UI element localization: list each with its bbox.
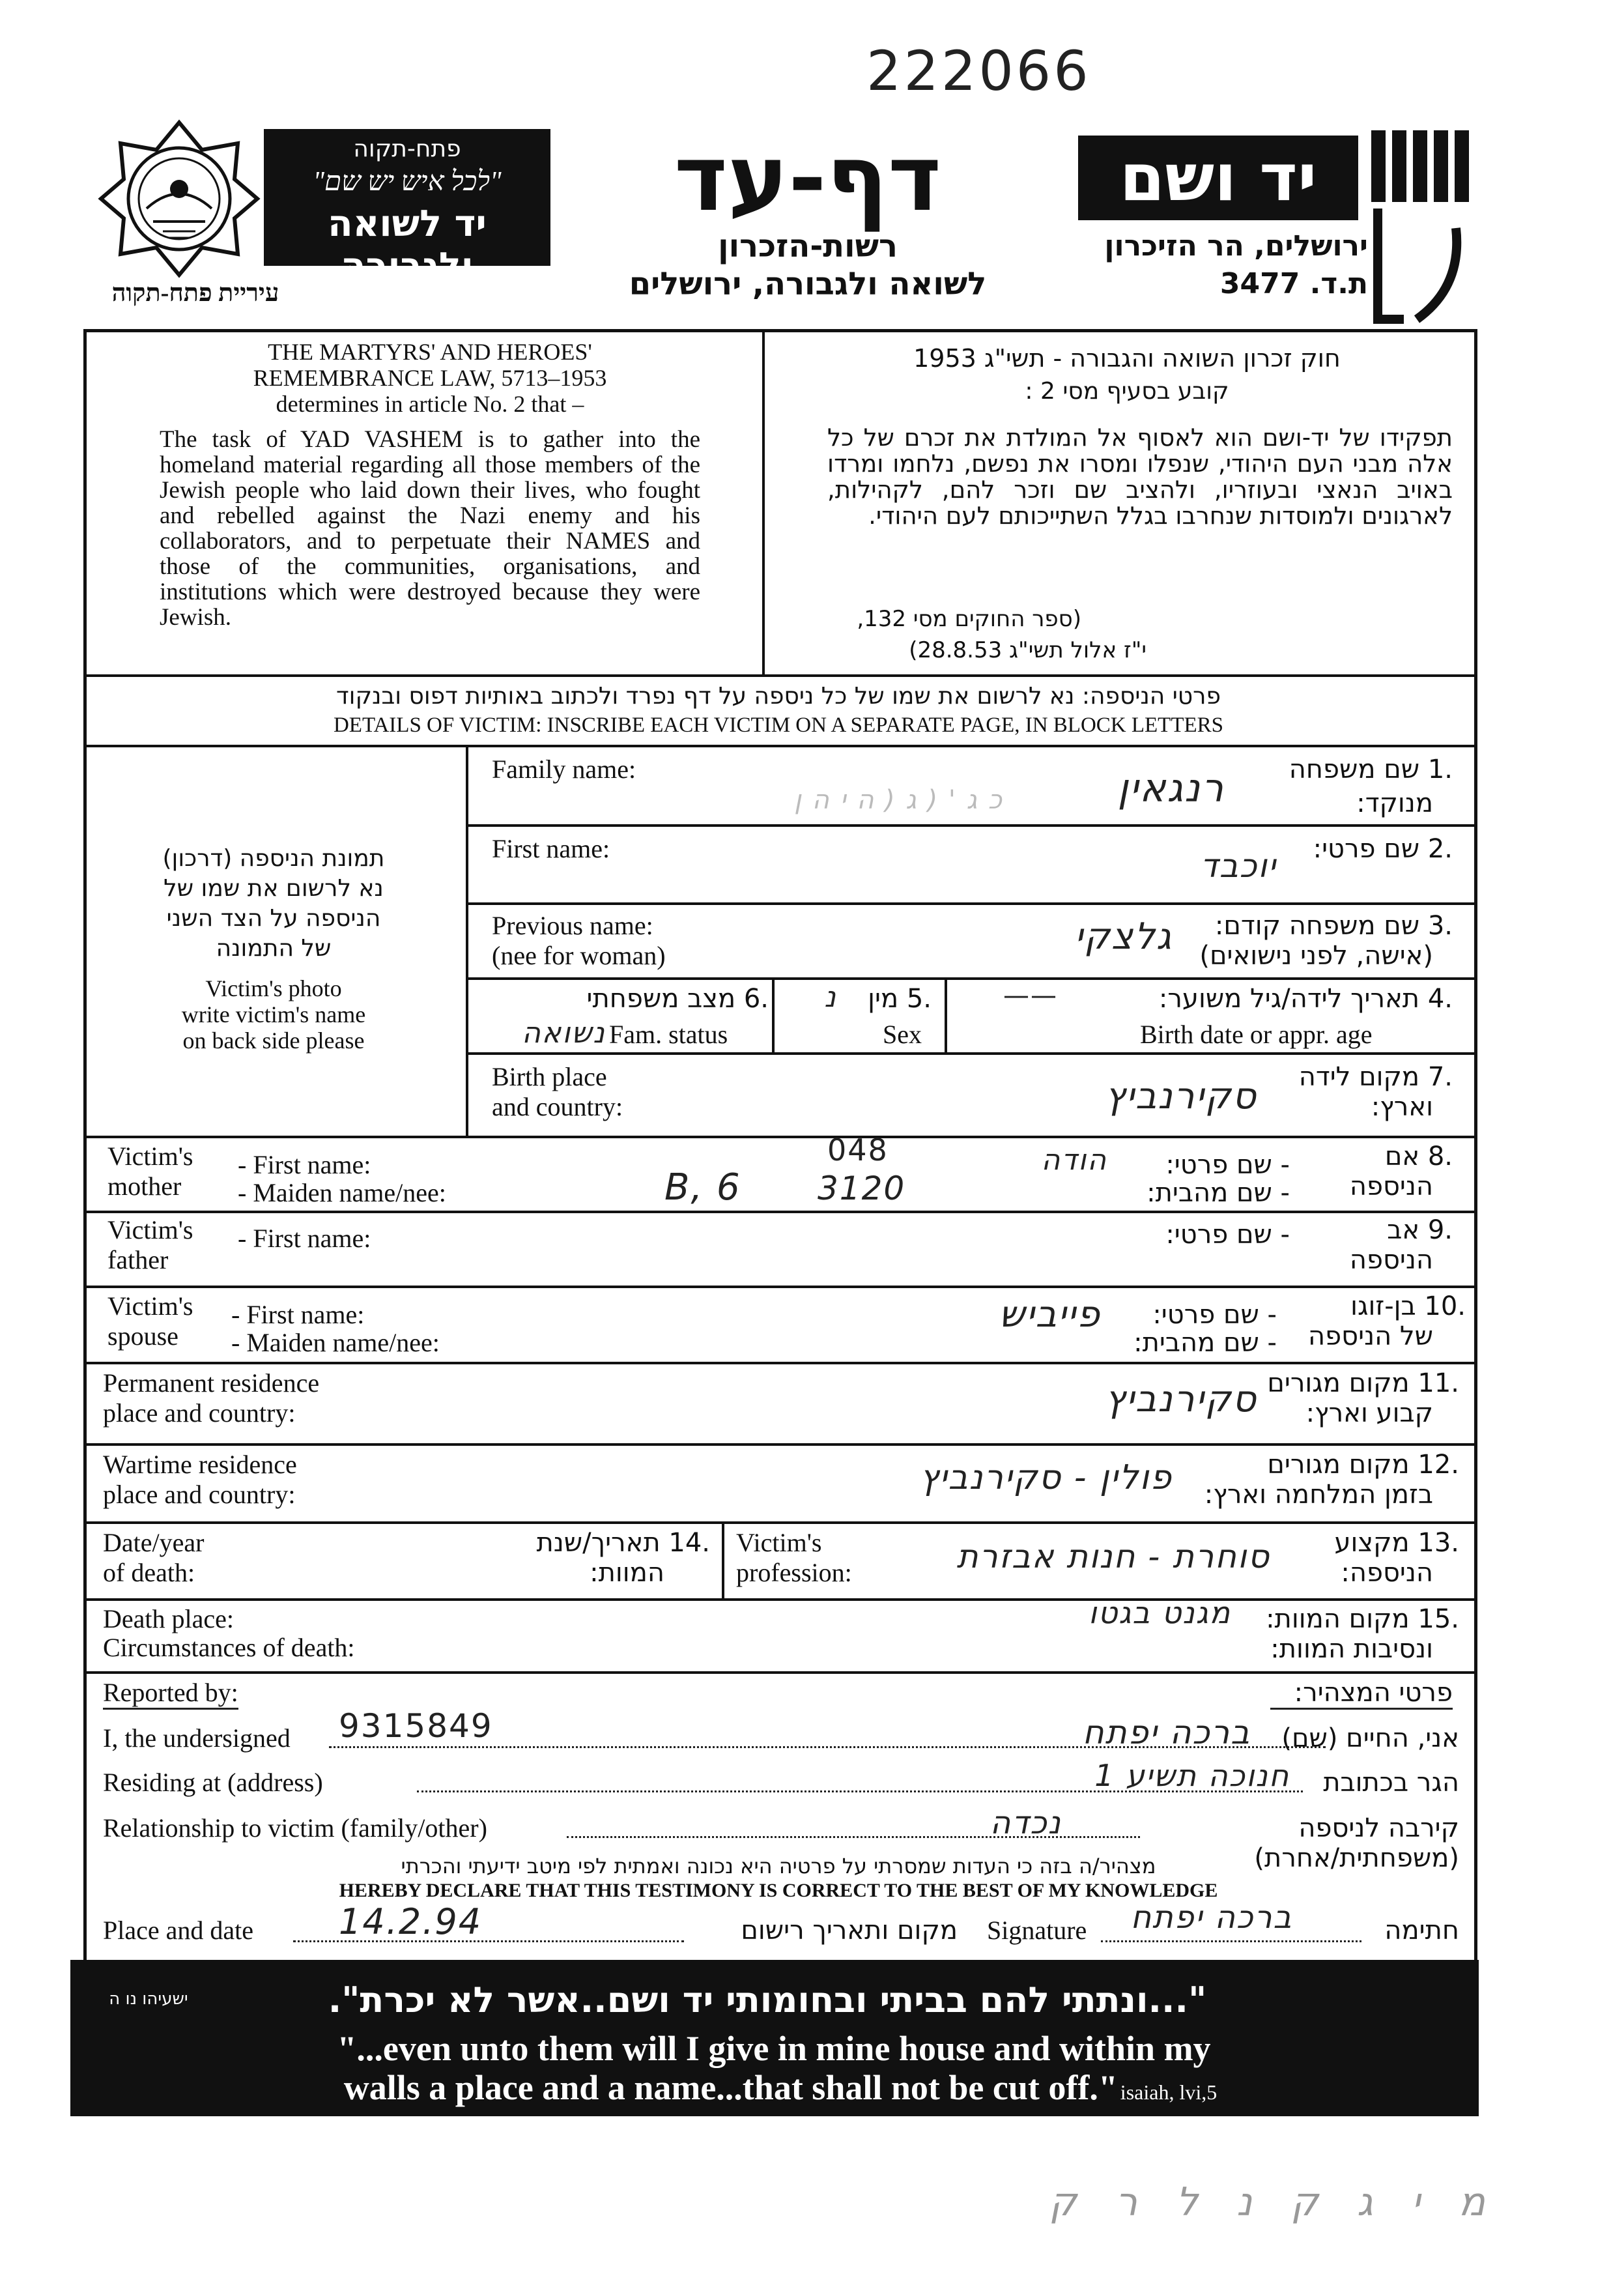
signature-en: Signature xyxy=(987,1916,1087,1945)
field15-he-sub: ונסיבות המוות: xyxy=(1270,1634,1433,1664)
field10-num: .10 xyxy=(1424,1291,1466,1321)
relation-value[interactable]: נכדה xyxy=(990,1805,1062,1841)
field9-num: .9 xyxy=(1427,1215,1453,1245)
field10-he-sub: של הניספה xyxy=(1308,1321,1433,1351)
logo-text: יד ושם xyxy=(1119,139,1317,216)
badge-title: יד לשואה ולגבורה xyxy=(328,203,487,287)
death-place-value[interactable]: מגנט בגטו xyxy=(1089,1595,1231,1630)
field11-en-label: Permanent residence xyxy=(103,1368,320,1398)
field5-num: .5 xyxy=(906,984,932,1014)
photo-he-4: של התמונה xyxy=(216,935,332,962)
logo-mark xyxy=(1365,124,1482,332)
authority-line-2: לשואה ולגבורה, ירושלים xyxy=(629,266,987,302)
field14-en-label: Date/year xyxy=(103,1528,205,1557)
address-line-2: ת.ד. 3477 xyxy=(1219,267,1368,300)
field15-en-sub: Circumstances of death: xyxy=(103,1633,355,1662)
field8-maiden-he: - שם מהבית: xyxy=(1147,1178,1290,1208)
field3-en-label: Previous name: xyxy=(492,911,653,940)
reporter-address-value[interactable]: חנוכה תשיע 1 xyxy=(1094,1758,1290,1793)
field6-num: .6 xyxy=(743,984,769,1014)
first-name-value[interactable]: יוכבד xyxy=(1200,847,1277,885)
birth-place-value[interactable]: סקירנביץ xyxy=(1105,1075,1257,1117)
declaration-en: HEREBY DECLARE THAT THIS TESTIMONY IS CORRECT TO THE BEST OF MY KNOWLEDGE xyxy=(339,1880,1218,1901)
law-hebrew-ref-1: (ספר החוקים מסי 132, xyxy=(857,606,1081,632)
undersigned-he: אני, החיים (שם) xyxy=(1281,1723,1459,1753)
signature-value[interactable]: ברכה יפתח xyxy=(1130,1899,1293,1936)
footer-english-line-2 xyxy=(194,2067,1367,2108)
field14-en-sub: of death: xyxy=(103,1558,195,1587)
field10-first-en: - First name: xyxy=(231,1300,365,1329)
field4-he: תאריך לידה/גיל משוער: xyxy=(1158,984,1420,1014)
mother-code-mid: B, 6 xyxy=(664,1166,741,1209)
undersigned-en: I, the undersigned xyxy=(103,1723,291,1753)
field13-en-label: Victim's xyxy=(736,1528,822,1557)
footer-english-ref: isaiah, lvi,5 xyxy=(1120,2080,1218,2104)
residing-en: Residing at (address) xyxy=(103,1768,323,1797)
badge-city: פתח-תקוה xyxy=(353,136,461,162)
field8-en-label: Victim's xyxy=(107,1142,193,1171)
field9-first-he: - שם פרטי: xyxy=(1165,1220,1290,1250)
field12-he-label xyxy=(1205,1450,1459,1480)
field10-en-label: Victim's xyxy=(107,1291,193,1321)
field6-he: מצב משפחתי xyxy=(586,984,736,1014)
field7-num: .7 xyxy=(1427,1062,1453,1092)
family-name-faint: כ ג ' ( ג ( ה י ה ן xyxy=(794,785,1003,815)
field8-he-sub: הניספה xyxy=(1349,1171,1433,1201)
field8-num: .8 xyxy=(1427,1142,1453,1171)
birth-date-value[interactable]: —— xyxy=(1003,981,1058,1011)
profession-value[interactable]: סוחרת - חנות אבזרת xyxy=(956,1538,1270,1575)
field7-en-label: Birth place xyxy=(492,1062,607,1091)
relation-en: Relationship to victim (family/other) xyxy=(103,1813,487,1843)
sex-value[interactable]: נ xyxy=(824,981,837,1014)
field11-he: מקום מגורים xyxy=(1267,1368,1410,1398)
law-english xyxy=(160,339,700,417)
law-hebrew-ref-2: י"ז אלול תשי"ג 28.8.53) xyxy=(909,637,1147,663)
photo-he-2: נא לרשום את שמו של xyxy=(164,875,384,902)
field9-en-sub: father xyxy=(107,1245,169,1274)
relation-he: קירבה לניספה (משפחתית/אחרת) xyxy=(1254,1813,1459,1873)
municipality-label: עיריית פתח-תקוה xyxy=(111,280,279,307)
field12-en-label: Wartime residence xyxy=(103,1450,297,1479)
field15-num: .15 xyxy=(1417,1604,1459,1634)
field13-he: מקצוע xyxy=(1334,1528,1410,1558)
field6-en-label: Fam. status xyxy=(609,1020,728,1049)
field6-he-label xyxy=(573,984,769,1014)
field7-he-sub: וארץ: xyxy=(1371,1092,1433,1122)
signature-he: חתימה xyxy=(1384,1916,1459,1946)
details-header-english: DETAILS OF VICTIM: INSCRIBE EACH VICTIM ON A SEPARATE PAGE, IN BLOCK LETTERS xyxy=(333,713,1224,737)
footer-hebrew-quote: "...ונתתי להם בביתי ובחומותי יד ושם..אשר לא יכרת". xyxy=(328,1979,1207,2020)
field8-he: אם xyxy=(1384,1142,1420,1171)
field13-num: .13 xyxy=(1417,1528,1459,1558)
field4-num: .4 xyxy=(1427,984,1453,1014)
wartime-residence-value[interactable]: פולין - סקירנביץ xyxy=(919,1458,1173,1497)
previous-name-value[interactable]: גלצקי xyxy=(1074,915,1173,958)
place-date-value[interactable]: 14.2.94 xyxy=(339,1901,483,1942)
field10-he-label xyxy=(1296,1291,1466,1321)
field10-en-sub: spouse xyxy=(107,1321,178,1351)
emblem-icon xyxy=(98,117,261,280)
field7-en-sub: and country: xyxy=(492,1092,623,1121)
field12-num: .12 xyxy=(1417,1450,1459,1480)
field1-he-label xyxy=(1205,754,1453,784)
field10-first-he: - שם פרטי: xyxy=(1152,1300,1277,1330)
archive-number: 222066 xyxy=(866,39,1091,103)
field11-num: .11 xyxy=(1417,1368,1459,1398)
field3-he: שם משפחה קודם: xyxy=(1214,911,1420,941)
field11-en-sub: place and country: xyxy=(103,1398,296,1428)
photo-he-3: הניספה על הצד השני xyxy=(166,905,381,932)
declaration-he: מצהיר/ה בזה כי העדות שמסרתי על פרטיה היא נכונה ואמתית לפי מיטב ידיעתי והכרתי xyxy=(401,1854,1156,1878)
field9-en-label: Victim's xyxy=(107,1215,193,1244)
field12-he-sub: בזמן המלחמה וארץ: xyxy=(1204,1480,1433,1510)
footer-english-line-1: "...even unto them will I give in mine house and within my xyxy=(337,2029,1211,2068)
family-name-value[interactable]: רנגאין xyxy=(1117,766,1225,811)
photo-box xyxy=(91,844,456,1054)
yad-vashem-logo xyxy=(1078,136,1358,220)
footer-hebrew-ref: ישעיהו נו ה xyxy=(109,1989,188,2009)
field15-he-label xyxy=(1205,1604,1459,1634)
field9-he-label xyxy=(1335,1215,1453,1245)
field10-maiden-he: - שם מהבית: xyxy=(1133,1328,1277,1358)
details-header-hebrew: פרטי הניספה: נא לרשום את שמו של כל ניספה על דף נפרד ולכתוב באותיות דפוס ובנקוד xyxy=(336,683,1221,710)
photo-he-1: תמונת הניספה (דרכון) xyxy=(162,845,385,872)
field3-num: .3 xyxy=(1427,911,1453,941)
field1-num: .1 xyxy=(1427,754,1453,784)
flame-logo-icon xyxy=(1365,124,1482,332)
field8-first-he: - שם פרטי: xyxy=(1165,1150,1290,1180)
field4-en-label: Birth date or appr. age xyxy=(1140,1020,1373,1049)
law-hebrew-body: תפקידו של יד-ושם הוא לאסוף אל המולדת את זכרם של כל אלה מבני העם היהודי, שנפלו ומסרו את נפשם, נלחמו ומרדו באויב הנאצי ובעוזריו, ולהציב שם וזכר להם, לקהילות, לארגונים ולמוסדות שנחרבו בגלל השתייכותם לעם היהודי. xyxy=(827,424,1453,530)
municipal-emblem xyxy=(98,117,261,280)
field8-he-label xyxy=(1335,1142,1453,1171)
photo-en-1: Victim's photo xyxy=(205,975,342,1001)
signature-line xyxy=(1101,1940,1361,1942)
reporter-id-value[interactable]: 9315849 xyxy=(339,1707,493,1745)
reporter-name-value[interactable]: ברכה יפתח xyxy=(1082,1714,1251,1751)
spouse-first-name-value[interactable]: פייביש xyxy=(999,1293,1101,1336)
law-english-body: The task of YAD VASHEM is to gather into the homeland material regarding all those members of the Jewish people who laid down their lives, who fought and rebelled against the Nazi enemy and his collaborators, and to perpetuate their NAMES and those of the communities, organisations, and institutions which were destroyed because they were Jewish. xyxy=(160,426,700,631)
photo-en-3: on back side please xyxy=(182,1028,365,1054)
field15-he: מקום המוות: xyxy=(1266,1604,1410,1634)
mother-code-top: 048 xyxy=(827,1132,889,1168)
field12-he: מקום מגורים xyxy=(1267,1450,1410,1480)
field14-he: תאריך/שנת xyxy=(536,1528,661,1558)
field1-en-label: Family name: xyxy=(492,754,636,784)
law-article: determines in article No. 2 that – xyxy=(276,391,584,417)
field8-first-en: - First name: xyxy=(238,1150,371,1179)
field1-he-sub: מנוקד: xyxy=(1356,788,1433,818)
field9-first-en: - First name: xyxy=(238,1224,371,1253)
field8-maiden-en: - Maiden name/nee: xyxy=(238,1178,446,1207)
law-hebrew-title: חוק זכרון השואה והגבורה - תשי"ג 1953 xyxy=(913,344,1341,373)
field5-he: מין xyxy=(868,984,899,1014)
law-subtitle: REMEMBRANCE LAW, 5713–1953 xyxy=(253,365,607,391)
field10-maiden-en: - Maiden name/nee: xyxy=(231,1328,440,1357)
field13-he-sub: הניספה: xyxy=(1341,1558,1433,1588)
field14-he-label xyxy=(489,1528,710,1558)
place-date-he: מקום ותאריך רישום xyxy=(741,1916,958,1946)
photo-en-2: write victim's name xyxy=(181,1001,366,1028)
field9-he: אב xyxy=(1387,1215,1420,1245)
field5-en-label: Sex xyxy=(883,1020,922,1049)
reporter-heading-en: Reported by: xyxy=(103,1678,238,1710)
field8-en-sub: mother xyxy=(107,1171,182,1201)
field13-en-sub: profession: xyxy=(736,1558,852,1587)
footer-band xyxy=(70,1960,1479,2116)
field14-num: .14 xyxy=(668,1528,710,1558)
authority-line-1: רשות-הזכרון xyxy=(718,228,898,265)
field2-num: .2 xyxy=(1427,834,1453,864)
field7-he: מקום לידה xyxy=(1298,1062,1420,1092)
mother-code-right: 3120 xyxy=(818,1170,906,1207)
field13-he-label xyxy=(1277,1528,1459,1558)
bottom-scrawl: מ י ג ק נ ל ר ק xyxy=(1049,2179,1498,2225)
form-title: דף-עד xyxy=(674,126,942,232)
field3-he-sub: (אישה, לפני נישואים) xyxy=(1199,941,1433,971)
address-line-1: ירושלים, הר הזיכרון xyxy=(1104,229,1368,263)
residing-he: הגר בכתובת xyxy=(1323,1768,1459,1798)
reporter-heading-he: פרטי המצהיר: xyxy=(1270,1678,1453,1710)
field15-en-label: Death place: xyxy=(103,1604,234,1633)
field2-en-label: First name: xyxy=(492,834,610,863)
fam-status-value[interactable]: נשואה xyxy=(522,1016,606,1050)
field3-en-sub: (nee for woman) xyxy=(492,941,666,970)
mother-first-name-value[interactable]: הודה xyxy=(1041,1143,1107,1177)
field1-he: שם משפחה xyxy=(1289,754,1420,784)
field11-he-sub: קבוע וארץ: xyxy=(1305,1398,1433,1428)
footer-english-text-2: walls a place and a name...that shall not be cut off." xyxy=(343,2068,1118,2107)
field14-he-sub: המוות: xyxy=(590,1558,664,1588)
badge-motto: "לכל איש יש שם" xyxy=(313,167,502,197)
law-title: THE MARTYRS' AND HEROES' xyxy=(268,339,592,365)
field2-he: שם פרטי: xyxy=(1313,834,1420,864)
place-date-en: Place and date xyxy=(103,1916,253,1945)
law-hebrew-article: קובע בסעיף מסי 2 : xyxy=(1025,378,1229,405)
field9-he-sub: הניספה xyxy=(1349,1245,1433,1275)
field4-he-label xyxy=(1101,984,1453,1014)
field10-he: בן-זוגו xyxy=(1350,1291,1416,1321)
field12-en-sub: place and country: xyxy=(103,1480,296,1509)
permanent-residence-value[interactable]: סקירנביץ xyxy=(1105,1378,1257,1420)
left-badge xyxy=(264,129,550,287)
